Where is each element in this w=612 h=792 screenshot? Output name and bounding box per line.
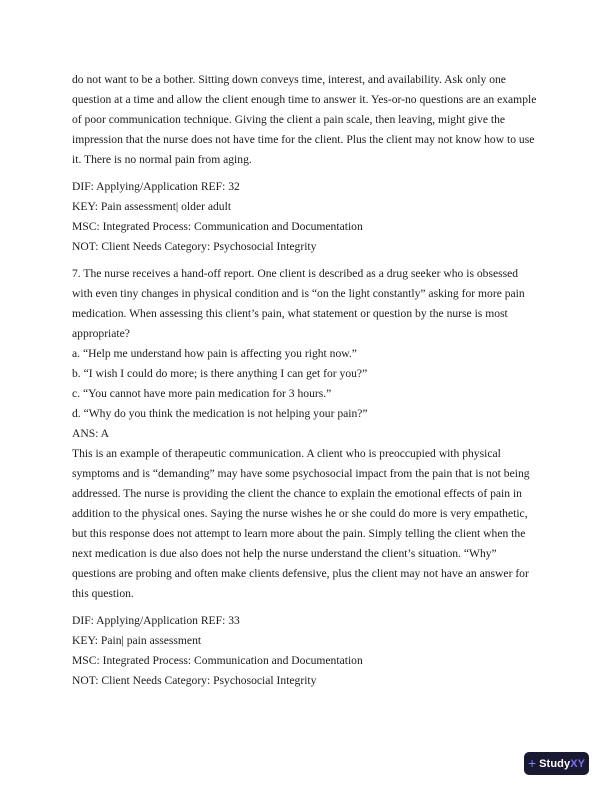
answer-line: ANS: A bbox=[72, 427, 110, 440]
intro-paragraph: do not want to be a bother. Sitting down conveys time, interest, and availability. Ask only one question at a time and allow the client enough time to answer it. Yes-or-no questions are an example of poor communication technique. Giving the client a pain scale, then leaving, might give the impression that the nurse does not have time for the client. Plus the client may not know how to use it. There is no normal pain from aging. bbox=[72, 73, 537, 166]
question-stem: 7. The nurse receives a hand-off report. One client is described as a drug seeker who is obsessed with even tiny changes in physical condition and is “on the light constantly” asking for more pain medication. When assessing this client’s pain, what statement or question by the nurse is most appropriate? bbox=[72, 267, 525, 340]
rationale-paragraph: This is an example of therapeutic communication. A client who is preoccupied with physical symptoms and is “demanding” may have some psychosocial impact from the pain that is not being addressed. The nurse is providing the client the chance to explain the emotional effects of pain in addition to the physical ones. Saying the nurse wishes he or she could do more is very empathetic, but this response does not attempt to learn more about the pain. Simply telling the client when the next medication is due also does not help the nurse understand the client’s situation. “Why” questions are probing and often make clients defensive, plus the client may not have an answer for this question. bbox=[72, 447, 530, 600]
meta-key-line: KEY: Pain| pain assessment bbox=[72, 634, 202, 647]
logo-text-study: Study bbox=[539, 757, 571, 770]
meta-not-line: NOT: Client Needs Category: Psychosocial Integrity bbox=[72, 674, 317, 687]
meta-block-q6 bbox=[72, 177, 541, 257]
meta-msc-line: MSC: Integrated Process: Communication and Documentation bbox=[72, 220, 363, 233]
logo-text-xy: XY bbox=[570, 757, 586, 770]
meta-block-q7 bbox=[72, 611, 541, 691]
meta-dif-line: DIF: Applying/Application REF: 32 bbox=[72, 180, 240, 193]
question-7 bbox=[72, 264, 541, 604]
meta-dif-line: DIF: Applying/Application REF: 33 bbox=[72, 614, 240, 627]
meta-msc-line: MSC: Integrated Process: Communication and Documentation bbox=[72, 654, 363, 667]
page-content bbox=[72, 70, 541, 698]
meta-not-line: NOT: Client Needs Category: Psychosocial Integrity bbox=[72, 240, 317, 253]
plus-icon: + bbox=[527, 754, 537, 771]
answer-option-a: a. “Help me understand how pain is affecting you right now.” bbox=[72, 347, 357, 360]
answer-option-c: c. “You cannot have more pain medication for 3 hours.” bbox=[72, 387, 332, 400]
meta-key-line: KEY: Pain assessment| older adult bbox=[72, 200, 232, 213]
answer-option-d: d. “Why do you think the medication is not helping your pain?” bbox=[72, 407, 368, 420]
studyxy-logo bbox=[524, 752, 589, 775]
answer-option-b: b. “I wish I could do more; is there anything I can get for you?” bbox=[72, 367, 368, 380]
